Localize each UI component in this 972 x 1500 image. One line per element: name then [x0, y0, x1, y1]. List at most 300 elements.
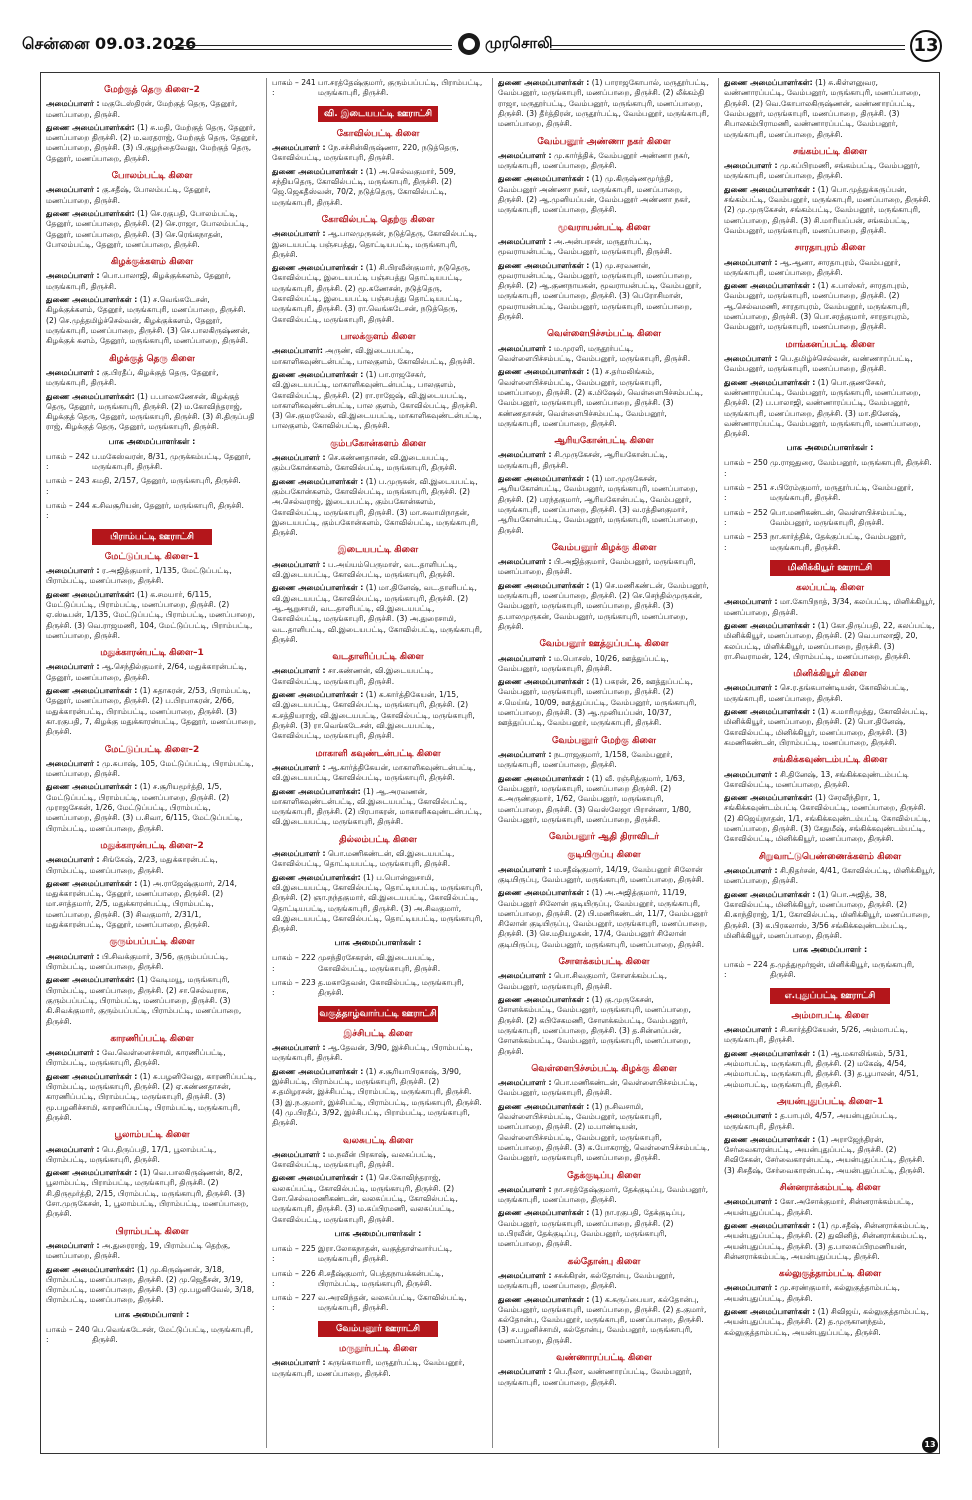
member-details: (1) சேரவீந்திரா, 1, சங்கிக்கவுண்டம்பட்டி கோவில்பட்டி, மணப்பாறை, திருச்சி. (2) கிஜெய்நாதன், 1/1, சங்கிக்கவுண்டம்பட்டி கோவில்பட்டி, மணப்பாறை, திருச்சி. (3) சேதுமீஷ், சங்கிக்கவுண்டம்பட்டி, கோவில்பட்டி, மினிக்கியூர், மணப்பாறை, திருச்சி. [724, 793, 931, 844]
column-3 [498, 78, 710, 1448]
branch-title: இச்சிபட்டி கிளை [343, 1028, 413, 1039]
masthead-rule-left [172, 45, 452, 50]
member-entry [272, 1067, 484, 1129]
member-details: பி.அஜித்குமார், வேம்பனூர், மருங்காபுரி, மணப்பாறை, திருச்சி. [498, 557, 696, 577]
branch-title: ஆரியகோன்பட்டி கிளை [554, 436, 654, 447]
member-details: கு.சதீஷ், போலம்பட்டி, தேனூர், மணப்பாறை, திருச்சி. [46, 185, 211, 205]
part-number: பாகம் – 250 : [724, 458, 768, 478]
member-entry [272, 477, 484, 539]
member-details: மு.கார்த்திக், வேம்பனூர் அண்ணா நகர், மருங்காபுரி, மணப்பாறை, திருச்சி. [498, 150, 690, 171]
role-label: அமைப்பாளர் : [724, 597, 778, 607]
role-label: அமைப்பாளர் : [724, 865, 778, 875]
member-details: செ.ர.தங்கபாண்டியன், கோவில்பட்டி, மருங்காபுரி, மணப்பாறை, திருச்சி. [724, 683, 909, 703]
member-entry [724, 866, 936, 887]
branch-title: வேம்பனூர் ஆதி திராவிடர் [549, 832, 659, 843]
role-label: அமைப்பாளர் : [498, 971, 552, 981]
part-details: இரா.லோகநாதன், வகுத்தாள்வார்பட்டி, மருங்காபுரி, திருச்சி. [318, 1243, 453, 1264]
member-details: (1) க.சமயார், 6/115, மேட்டுப்பட்டி, பிராம்பட்டி, மணப்பாறை, திருச்சி. (2) ஏ.ஸ்டீபன், 1/135, மேட்டுப்பட்டி, பிராம்பட்டி, மணப்பாறை, திருச்சி. (3) வெ.ராஜமணி, 104, மேட்டுப்பட்டி, பிராம்பட்டி, மணப்பாறை, திருச்சி. [46, 589, 255, 640]
section-heading: பாக அமைப்பாளர்கள் : [334, 1229, 422, 1238]
section-heading: பாக அமைப்பாளர்கள் : [786, 443, 874, 453]
branch-title: வலசுபட்டி கிளை [342, 1135, 414, 1146]
member-entry [498, 1208, 710, 1249]
role-label: துணை அமைப்பாளர்கள் : [724, 1134, 816, 1144]
member-details: கருங்காமாரி, மருதூர்பட்டி, வேம்பனூர், மருங்காபுரி, மணப்பாறை, திருச்சி. [272, 1358, 465, 1378]
member-details: (1) சு.பழனிவேலு, காரணிப்பட்டி, பிராம்பட்டி, மருங்காபுரி, திருச்சி. (2) ஏ.கண்ணதாசன், காரணிப்பட்டி, பிராம்பட்டி, மருங்காபுரி, திருச்சி. (3) மூ.பழனிச்சாமி, காரணிப்பட்டி, பிராம்பட்டி, மருங்காபுரி, திருச்சி. [46, 1071, 257, 1122]
branch-title: வடதாளிப்பட்டி கிளை [332, 652, 424, 663]
part-number: பாகம் – 240 : [46, 1324, 90, 1344]
member-details: (1) செ.கோவிந்தராஜ், வலசுப்பட்டி, கோவில்பட்டி, மருங்காபுரி, திருச்சி. (2) சோ.செல்வமணிகண்டன், வலசுப்பட்டி, கோவில்பட்டி, மருங்காபுரி, திருச்சி. (3) ம.கப்பிரமணி, வலசுப்பட்டி, கோவில்பட்டி, மருங்காபுரி, திருச்சி. [272, 1173, 458, 1224]
branch-title: போலம்பட்டி கிளை [111, 171, 193, 182]
branch-title: கிழக்குக்களம் கிளை [110, 257, 194, 268]
part-entry [724, 458, 936, 479]
branch-title: தில்லம்பட்டி கிளை [339, 834, 417, 845]
member-entry [272, 143, 484, 164]
role-label: துணை அமைப்பாளர்கள் : [46, 686, 138, 696]
branch-title: மேட்டுப்பட்டி கிளை–2 [104, 744, 200, 755]
role-label: துணை அமைப்பாளர்கள் : [498, 677, 590, 687]
role-label: அமைப்பாளர் : [498, 150, 552, 160]
part-number: பாகம் – 226 : [272, 1268, 316, 1288]
branch-title: கும்பகோன்களம் கிளை [330, 438, 426, 449]
member-details: சி.கார்த்திகேயன், 5/26, அம்மாபட்டி, மருங்காபுரி, திருச்சி. [724, 1025, 908, 1045]
part-details: த.மகாதேவன், கோவில்பட்டி, மருங்காபுரி, திருச்சி. [318, 977, 464, 998]
member-entry [46, 855, 258, 876]
branch-title: வேம்பனூர் ஊத்துப்பட்டி கிளை [539, 639, 669, 650]
member-details: (1) மா.முருகேசன், ஆரியகோன்பட்டி, வேம்பனூர், மருங்காபுரி, மணப்பாறை, திருச்சி. (2) பரந்தகுமார், ஆரியகோன்பட்டி, வேம்பனூர், மருங்காபுரி, மணப்பாறை, திருச்சி. (3) வ.ரத்தினகுமார், ஆரியகோன்பட்டி, வேம்பனூர், மருங்காபுரி, மணப்பாறை, திருச்சி. [498, 474, 698, 535]
member-details: (1) சு.பாஸ்கர், சாரதாபுரம், வேம்பனூர், மருங்காபுரி, மணப்பாறை, திருச்சி. (2) ஆ.செல்வமணி, சாரதாபுரம், வேம்பனூர், மருங்காபுரி, மணப்பாறை, திருச்சி. (3) பொ.சரத்குமார், சாரதாபுரம், வேம்பனூர், மருங்காபுரி, மணப்பாறை, திருச்சி. [724, 281, 910, 332]
member-details: (1) வீ. ரஞ்சித்குமார், 1/63, வேம்பனூர், மருங்காபுரி, மணப்பாறை திருச்சி. (2) க.அருண்குமார், 1/62, வேம்பனூர், மருங்காபுரி, மணப்பாறை, திருச்சி. (3) வெஸ்லேஜா பிரான்னா, 1/80, வேம்பனூர், மருங்காபுரி, மணப்பாறை, திருச்சி. [498, 773, 692, 824]
member-entry [46, 686, 258, 738]
part-number: பாகம் – 222 : [272, 953, 316, 973]
member-entry [272, 787, 484, 828]
article-columns [46, 78, 936, 1448]
member-entry [272, 873, 484, 935]
footer-page-number: 13 [922, 1437, 938, 1453]
member-details: ப.அய்யம்பெருமாள், வட.தாளிபட்டி, வி.இடையபட்டி, கோவில்பட்டி, மருங்காபுரி, திருச்சி. [272, 559, 458, 580]
member-details: சி.தினேஷ், 13, சங்கிக்கவுண்டம்பட்டி கோவில்பட்டி, மணப்பாறை, திருச்சி. [724, 769, 909, 789]
member-entry [46, 185, 258, 206]
member-entry [272, 346, 484, 367]
branch-title: வேம்பனூர் கிழக்கு கிளை [551, 542, 657, 553]
branch-title: கோவில்பட்டி கிளை [336, 128, 420, 139]
branch-title: மாங்கனப்பட்டி கிளை [785, 339, 875, 350]
masthead-rule-right [550, 45, 905, 50]
member-entry [46, 99, 258, 120]
member-details: ஆ.கார்த்திகேயன், மாகாளிகவுண்டன்பட்டி, வி.இடையபட்டி, கோவில்பட்டி, மருங்காபுரி, திருச்சி. [272, 762, 476, 783]
section-banner: வகுத்தாழ்வார்பட்டி ஊராட்சி [318, 1006, 438, 1022]
branch-title: சோளக்கம்பட்டி கிளை [558, 957, 650, 968]
part-number: பாகம் – 224 : [724, 960, 768, 980]
part-entry [724, 508, 936, 529]
member-entry [498, 237, 710, 258]
role-label: துணை அமைப்பாளர்கள்: [46, 1264, 135, 1274]
role-label: அமைப்பாளர் : [46, 1048, 100, 1058]
part-details: பா.சரத்தேஷ்குமார், குரும்பப்பட்டி, பிராம்பட்டி, மருங்காபுரி, திருச்சி. [318, 78, 483, 98]
member-details: (1) ச.தர்மலிங்கம், வெள்ளைபிச்சம்பட்டி, வேம்பனூர், மருங்காபுரி, மணப்பாறை, திருச்சி. (2) க.மிஷேல், வெள்ளைபிச்சம்பட்டி, வேம்பனூர், மருங்காபுரி, மணப்பாறை, திருச்சி. (3) கண்ணதாசன், வெள்ளைபிச்சம்பட்டி, வேம்பனூர், மருங்காபுரி, மணப்பாறை, திருச்சி. [498, 367, 704, 428]
member-details: (1) செ.ரகுபதி, போலம்பட்டி, தேனூர், மணப்பாறை, திருச்சி. (2) செ.ராஜா, போலம்பட்டி, தேனூர், மணப்பாறை, திருச்சி. (3) செ.ரெங்கநாதன், போலம்பட்டி, தேனூர், மணப்பாறை, திருச்சி. [46, 208, 249, 249]
member-entry [498, 774, 710, 826]
member-details: (1) க.கருப்பையா, கல்தோன்பு, வேம்பனூர், மருங்காபுரி, மணப்பாறை, திருச்சி. (2) த.குமார், கல்தோன்பு, வேம்பனூர், மருங்காபுரி, மணப்பாறை, திருச்சி. (3) ச.பழனிச்சாமி, கல்தோன்பு, வேம்பனூர், மருங்காபுரி, மணப்பாறை, திருச்சி. [498, 1294, 707, 1345]
member-entry [272, 849, 484, 870]
role-label: துணை அமைப்பாளர்கள்: [724, 793, 813, 803]
role-label: அமைப்பாளர் : [272, 848, 326, 858]
role-label: அமைப்பாளர் : [724, 769, 778, 779]
role-label: அமைப்பாளர் : [498, 653, 552, 663]
member-details: (1) அராஜேந்திரன், சேர்வைகாரன்பட்டி, அயன்புதுப்பட்டி, திருச்சி. (2) சிவிசேகன், சேர்வைகாரன்பட்டி, அயன்புதுப்பட்டி, திருச்சி. (3) சிசதீஷ், சேர்வைகாரன்பட்டி, அயன்புதுப்பட்டி, திருச்சி. [724, 1134, 925, 1175]
member-entry [46, 975, 258, 1027]
section-banner: வேம்பனூர் ஊராட்சி [318, 1321, 438, 1337]
branch-title: மாகாளி கவுண்டன்பட்டி கிளை [315, 748, 441, 759]
role-label: அமைப்பாளர் : [272, 229, 326, 239]
section-banner: எ.புதுப்பட்டி ஊராட்சி [770, 988, 890, 1004]
member-details: அருண், வி.இடையபட்டி, மாகாளிகவுண்டன்பட்டி, பாலகுளம், கோவில்பட்டி, திருச்சி. [272, 346, 476, 366]
newspaper-logo-icon [458, 33, 480, 55]
member-details: (1) சு.மாரிமுத்து, கோவில்பட்டி, மினிக்கியூர், மணப்பாறை, திருச்சி. (2) பொ.தினேஷ், கோவில்பட்டி, மினிக்கியூர், மணப்பாறை, திருச்சி. (3) சுமணிகண்டன், பிராம்பட்டி, மணப்பாறை, திருச்சி. [724, 707, 928, 747]
part-number: பாகம் – 241 : [272, 78, 316, 98]
part-number: பாகம் – 253 : [724, 532, 768, 552]
member-details: ர.அஜித்குமார், 1/135, மேட்டுப்பட்டி, பிராம்பட்டி, மணப்பாறை, திருச்சி. [46, 565, 232, 586]
part-details: நா.கார்த்திக், தேக்குப்பட்டி, வேம்பனூர், மருங்காபுரி, திருச்சி. [770, 532, 907, 552]
member-entry [724, 1135, 936, 1176]
role-label: அமைப்பாளர் : [46, 185, 100, 195]
member-details: (1) கோ.திருப்பதி, 22, கலப்பட்டி, மினிக்கியூர், மணப்பாறை, திருச்சி. (2) வெ.பாலாஜி, 20, கலப்பட்டி, மினிக்கியூர், மணப்பாறை, திருச்சி. (3) ரா.சிவராமன், 124, பிராம்பட்டி, மணப்பாறை, திருச்சி. [724, 620, 935, 661]
role-label: துணை அமைப்பாளர்கள் : [724, 184, 816, 194]
role-label: துணை அமைப்பாளர்கள் : [272, 369, 364, 379]
role-label: அமைப்பாளர் : [724, 161, 778, 171]
role-label: துணை அமைப்பாளர்கள்: [724, 78, 813, 87]
member-details: (1) பாராஜகோபால், மருதூர்பட்டி, வேம்பனூர், மருங்காபுரி, மணப்பாறை, திருச்சி. (2) லீக்கம்தி ராஜா, மருதூர்பட்டி, வேம்பனூர், மருங்காபுரி, மணப்பாறை, திருச்சி. (3) தீர்த்திரன், மருதூர்பட்டி, வேம்பனூர், மருங்காபுரி, மணப்பாறை, திருச்சி. [498, 78, 710, 129]
branch-title: மேட்டுப்பட்டி கிளை–1 [104, 551, 200, 562]
member-entry [498, 450, 710, 471]
part-details: சுமதி, 2/157, தேனூர், மருங்காபுரி, திருச்சி. [92, 476, 241, 486]
role-label: அமைப்பாளர் : [272, 1358, 326, 1368]
member-details: (1) நா.ரகுபதி, தேக்குடிப்பு, வேம்பனூர், மருங்காபுரி, மணப்பாறை, திருச்சி. (2) ம.பிரவீன், தேக்குடிப்பு, வேம்பனூர், மருங்காபுரி, மணப்பாறை, திருச்சி. [498, 1208, 686, 1249]
role-label: அமைப்பாளர் : [46, 99, 100, 109]
role-label: துணை அமைப்பாளர்கள் : [498, 474, 590, 483]
role-label: அமைப்பாளர் : [46, 951, 100, 961]
member-details: (1) சு.மதி, மேற்குத் தெரு, தேனூர், மணப்பாறை திருச்சி. (2) ம.வரதராஜ், மேற்குத் தெரு, தேனூர், மணப்பாறை, திருச்சி. (3) பி.குழந்தைவேலு, மேற்குத் தெரு, தேனூர், மணப்பாறை, திருச்சி. [46, 122, 258, 163]
member-details: (1) ப.முருகன், வி.இடையபட்டி, கும்பகோன்களம், கோவில்பட்டி, மருங்காபுரி, திருச்சி. (2) அ.செல்வராஜ், இடையபட்டி, கும்பகோன்களம், கோவில்பட்டி, மருங்காபுரி, திருச்சி. (3) மா.சுவாமிநாதன், இடையபட்டி, கும்பகோன்களம், கோவில்பட்டி, மருங்காபுரி, திருச்சி. [272, 476, 479, 538]
branch-title: கல்லுகுத்தாம்பட்டி கிளை [778, 1269, 882, 1280]
member-entry [46, 368, 258, 389]
member-entry [498, 1367, 710, 1388]
branch-title: மதுக்காரன்பட்டி கிளை–1 [100, 648, 204, 659]
role-label: துணை அமைப்பாளர்கள்: [46, 975, 135, 985]
member-entry [46, 295, 258, 347]
role-label: துணை அமைப்பாளர்கள் : [498, 994, 590, 1004]
role-label: துணை அமைப்பாளர்கள் : [272, 690, 364, 700]
member-details: சி.நிதர்சன், 4/41, கோவில்பட்டி, மினிக்கியூர், மணப்பாறை, திருச்சி. [724, 865, 936, 886]
member-details: ஆ.செந்தில்குமார், 2/64, மதுக்காரன்பட்டி, தேனூர், மணப்பாறை, திருச்சி. [46, 662, 247, 682]
member-entry [46, 879, 258, 931]
part-number: பாகம் – 225 : [272, 1243, 316, 1264]
member-entry [498, 581, 710, 633]
role-label: அமைப்பாளர் : [272, 559, 326, 569]
member-entry [498, 971, 710, 992]
role-label: துணை அமைப்பாளர்கள்: [46, 208, 135, 218]
role-label: துணை அமைப்பாளர்கள்: [46, 122, 135, 132]
member-details: (1) அ.அஜித்குமார், 11/19, வேம்பனூர் சிலோன் குடியிருப்பு, வேம்பனூர், மருங்காபுரி, மணப்பாறை, திருச்சி. (2) பி.மணிகண்டன், 11/7, வேம்பனூர் சிலோன் குடியிருப்பு, வேம்பனூர், மருங்காபுரி, மணப்பாறை, திருச்சி. (3) செ.மதியழகன், 17/4, வேம்பனூர் சிலோன் குடியிருப்பு, வேம்பனூர், மருங்காபுரி, மணப்பாறை, திருச்சி. [498, 888, 708, 949]
member-details: (1) ப.பாலகணேசன், கிழக்குத் தெரு, தேனூர், மருங்காபுரி, திருச்சி. (2) ம.கோவிந்தராஜ், கிழக்குத் தெரு, தேனூர், மருங்காபுரி, திருச்சி. (3) சி.திருப்பதி ராஜ், கிழக்குத் தெரு, தேனூர், மருங்காபுரி, திருச்சி. [46, 391, 255, 432]
branch-title: இடையபட்டி கிளை [337, 545, 419, 556]
part-details: சி.சதீஷ்குமார், பெத்தநாயக்கன்பட்டி, பிராம்பட்டி, மருங்காபுரி, திருச்சி. [318, 1268, 444, 1288]
member-entry [46, 952, 258, 973]
date-line: சென்னை 09.03.2026 [22, 34, 197, 53]
member-details: (1) மு.சரவணன், மூவராயன்பட்டி, வேம்பனூர், மருங்காபுரி, மணப்பாறை, திருச்சி. (2) ஆ.குணநாயகன், மூவராயன்பட்டி, வேம்பனூர், மருங்காபுரி, மணப்பாறை, திருச்சி. (3) பெரோசிமான், மூவராயன்பட்டி, வேம்பனூர், மருங்காபுரி, மணப்பாறை, திருச்சி. [498, 260, 702, 322]
part-number: பாகம் – 223 : [272, 977, 316, 998]
role-label: துணை அமைப்பாளர்கள் : [724, 620, 816, 630]
role-label: துணை அமைப்பாளர்கள்: [272, 786, 361, 796]
role-label: துணை அமைப்பாளர்கள் : [498, 773, 590, 783]
branch-title: காரணிப்பட்டி கிளை [110, 1033, 194, 1044]
member-entry [498, 1271, 710, 1292]
role-label: துணை அமைப்பாளர்கள்: [46, 589, 135, 599]
part-details: பெ.வெங்கடேசன், மேட்டுப்பட்டி, மருங்காபுரி, திருச்சி. [92, 1324, 254, 1344]
role-label: அமைப்பாளர் : [498, 343, 552, 353]
member-entry [498, 865, 710, 886]
member-details: நா.சரத்தேஷ்குமார், தேக்குடிப்பு, வேம்பனூர், மருங்காபுரி, மணப்பாறை, திருச்சி. [498, 1184, 709, 1205]
part-entry [724, 483, 936, 504]
member-details: ம.பொசஸ், 10/26, ஊத்துப்பட்டி, வேம்பனூர், மருங்காபுரி, திருச்சி. [498, 653, 669, 673]
branch-title: கிழக்குத் தெரு கிளை [109, 353, 195, 364]
member-details: (1) வெ.பாலகிருஷ்ணன், 8/2, பூலாம்பட்டி, பிராம்பட்டி, மருங்காபுரி, திருச்சி. (2) சி.திருமூர்த்தி, 2/15, பிராம்பட்டி, மருங்காபுரி, திருச்சி. (3) சோ.முருகேசன், 1, பூலாம்பட்டி, பிராம்பட்டி, மணப்பாறை, திருச்சி. [46, 1168, 249, 1219]
branch-title: சங்கம்பட்டி கிளை [792, 146, 868, 157]
member-entry [724, 890, 936, 942]
branch-title: சாரதாபுரம் கிளை [794, 243, 866, 254]
role-label: துணை அமைப்பாளர்கள் : [498, 580, 590, 590]
role-label: துணை அமைப்பாளர்கள் : [272, 166, 364, 176]
part-details: பொ.மணிகண்டன், வெள்ளபிச்சம்பட்டி, வேம்பனூர், மருங்காபுரி, திருச்சி. [770, 507, 907, 527]
branch-title: குடியிருப்பு கிளை [567, 850, 641, 861]
part-details: வ.அரவிந்தன், வலசுப்பட்டி, கோவில்பட்டி, மருங்காபுரி, திருச்சி. [318, 1293, 467, 1313]
member-details: சசுக்கிரன், கல்தோன்பு, வேம்பனூர், மருங்காபுரி, மணப்பாறை, திருச்சி. [498, 1270, 675, 1291]
role-label: துணை அமைப்பாளர்கள் : [46, 295, 138, 305]
section-banner: வி. இடையபட்டி ஊராட்சி [318, 106, 438, 122]
member-details: (1) ச.சூரியமூர்த்தி, 1/5, மேட்டுப்பட்டி, பிராம்பட்டி, மணப்பாறை, திருச்சி. (2) முராஜசேகன், 1/26, மேட்டுப்பட்டி, பிராம்பட்டி, மணப்பாறை, திருச்சி. (3) ப.சிவா, 6/115, மேட்டுப்பட்டி, பிராம்பட்டி, மணப்பாறை, திருச்சி. [46, 782, 243, 833]
member-entry [498, 367, 710, 429]
member-details: (1) சிவிஜய், கல்லுகுத்தாம்பட்டி, அயன்புதுப்பட்டி, திருச்சி. (2) த.முருகானந்தம், கல்லுகுத்தாம்பட்டி, அயன்புதுப்பட்டி, திருச்சி. [724, 1307, 929, 1337]
part-details: முசந்திரசேகரன், வி.இடையபட்டி, கோவில்பட்டி, மருங்காபுரி, திருச்சி. [318, 953, 441, 973]
member-details: பி.சிவக்குமார், 3/56, குரும்பப்பட்டி, பிராம்பட்டி, மணப்பாறை, திருச்சி. [46, 951, 229, 971]
role-label: அமைப்பாளர் : [46, 1240, 100, 1250]
member-details: (1) பொ.குணசேகர், வண்ணாரப்பட்டி, வேம்பனூர், மருங்காபுரி, மணப்பாறை, திருச்சி. (2) ப.பாலாஜி, வண்ணாரப்பட்டி, வேம்பனூர், மருங்காபுரி, மணப்பாறை, திருச்சி. (3) மா.தினேஷ், வண்ணாரப்பட்டி, வேம்பனூர், மருங்காபுரி, மணப்பாறை, திருச்சி. [724, 377, 921, 439]
role-label: துணை அமைப்பாளர்கள் : [498, 1101, 590, 1111]
branch-title: மேற்குத் தெரு கிளை–2 [104, 85, 200, 95]
member-entry [498, 654, 710, 675]
member-details: ஆ.ஆனா, சாரதாபுரம், வேம்பனூர், மருங்காபுரி, மணப்பாறை, திருச்சி. [724, 257, 901, 277]
member-entry [724, 378, 936, 440]
member-entry [272, 583, 484, 645]
member-details: (1) பொ.முத்துக்கருப்பன், சங்கம்பட்டி, வேம்பனூர், மருங்காபுரி, மணப்பாறை, திருச்சி. (2) மு.முருகேசன், சங்கம்பட்டி, வேம்பனூர், மருங்காபுரி, மணப்பாறை, திருச்சி. (3) சி.மாரியப்பன், சங்கம்பட்டி, வேம்பனூர், மருங்காபுரி, மணப்பாறை, திருச்சி. [724, 184, 931, 235]
part-entry [272, 1269, 484, 1290]
member-entry [272, 1173, 484, 1225]
part-details: ப.மகேஸ்வரன், 8/31, முருக்கம்பட்டி, தேனூர், மருங்காபுரி, திருச்சி. [92, 451, 251, 471]
member-details: ம.முரளி, மருதூர்பட்டி, வெள்ளைபிச்சம்பட்டி, வேம்பனூர், மருங்காபுரி, திருச்சி. [498, 343, 691, 363]
role-label: அமைப்பாளர் : [46, 662, 100, 672]
member-entry [46, 759, 258, 780]
member-entry [724, 793, 936, 845]
part-number: பாகம் – 251 : [724, 482, 768, 503]
role-label: துணை அமைப்பாளர்கள் : [498, 174, 590, 184]
branch-title: சின்னராக்கம்பட்டி கிளை [779, 1183, 881, 1194]
branch-title: மூவராயன்பட்டி கிளை [557, 222, 651, 233]
member-details: (1) மு.கிருஷ்ணன், 3/18, பிராம்பட்டி, மணப்பாறை, திருச்சி. (2) மு.ஜெதீசன், 3/19, பிராம்பட்டி, மணப்பாறை, திருச்சி. (3) மு.பழனிவேல், 3/18, பிராம்பட்டி, மணப்பாறை, திருச்சி. [46, 1264, 255, 1305]
branch-title: சங்கிக்கவுண்டம்பட்டி கிளை [772, 755, 888, 766]
member-details: வே.வெள்ளைச்சாமி, காரணிப்பட்டி, பிராம்பட்டி, மருங்காபுரி, திருச்சி. [46, 1048, 226, 1068]
member-details: (1) பா.ராஜசேகர், வி.இடையபட்டி, மாகாளிகவுண்டன்பட்டி, பாலகுளம், கோவில்பட்டி, திருச்சி. (2) ரா.ராஜேஷ், வி.இடையபட்டி, மாகாளிகவுண்டன்பட்டி, பால குளம், கோவில்பட்டி, திருச்சி. (3) செ.குமரவேல், வி.இடையபட்டி, மாகாளிகவுண்டன்பட்டி, பாலகுளம், கோவில்பட்டி, திருச்சி. [272, 369, 482, 431]
member-entry [724, 1283, 936, 1304]
member-details: சி.முருகேசன், ஆரியகோன்பட்டி, மருங்காபுரி, திருச்சி. [498, 450, 668, 470]
role-label: துணை அமைப்பாளர்கள் : [724, 889, 816, 899]
member-details: (1) மு.சதீஷ், சின்னராக்கம்பட்டி, அயன்புதுப்பட்டி, திருச்சி. (2) துவினித், சின்னராக்கம்பட்டி, அயன்புதுப்பட்டி, திருச்சி. (3) த.பாலசுப்பிரமணியன், சின்னராக்கம்பட்டி, அயன்புதுப்பட்டி, திருச்சி. [724, 1220, 929, 1261]
member-details: (1) ச.வெங்கடேசன், கிழக்குக்களம், தேனூர், மருங்காபுரி, மணப்பாறை, திருச்சி. (2) செ.முத்தமிழ்ச்செல்வன், கிழக்குக்களம், தேனூர், மருங்காபுரி, மணப்பாறை, திருச்சி. (3) செ.பாலகிருஷ்ணன், கிழக்குக் களம், தேனூர், மருங்காபுரி, மணப்பாறை, திருச்சி. [46, 295, 250, 346]
branch-title: மருதூர்பட்டி கிளை [339, 1343, 417, 1354]
role-label: அமைப்பாளர் : [498, 236, 552, 246]
role-label: அமைப்பாளர் : [46, 855, 100, 865]
role-label: அமைப்பாளர் : [46, 565, 100, 575]
role-label: அமைப்பாளர் : [724, 1111, 778, 1121]
role-label: அமைப்பாளர் : [498, 1078, 552, 1088]
member-entry [272, 263, 484, 325]
member-entry [272, 666, 484, 687]
member-details: (1) சு.கிள்ளனுவர, வண்ணாரப்பட்டி, வேம்பனூர், மருங்காபுரி, மணப்பாறை, திருச்சி. (2) வெ.கோபாலகிருஷ்ணன், வண்ணாரப்பட்டி, வேம்பனூர், மருங்காபுரி, மணப்பாறை, திருச்சி. (3) சிபாலகம்பிராமணி, வண்ணாரப்பட்டி, வேம்பனூர், மருங்காபுரி, மணப்பாறை, திருச்சி. [724, 78, 921, 139]
role-label: துணை அமைப்பாளர்கள் : [498, 1294, 590, 1304]
part-details: க.சிவசூரியன், தேனூர், மருங்காபுரி, திருச்சி. [92, 500, 244, 510]
member-entry [272, 1358, 484, 1379]
member-details: பொ.பாலாஜி, கிழக்குக்களம், தேனூர், மருங்காபுரி, திருச்சி. [46, 271, 231, 291]
member-details: (1) சி.பிரவீன்குமார், நடுதெரு, கோவில்பட்டி, இடையபட்டி பஞ்சபத்து தொட்டியபட்டி, மருங்காபுரி, திருச்சி. (2) மூ.கணேசன், நடுத்தெரு, கோவில்பட்டி, இடையபட்டி பஞ்சபத்து தொட்டியபட்டி, மருங்காபுரி, திருச்சி. (3) ரா.வெங்கடேசன், நடுத்தெரு, கோவில்பட்டி, மருங்காபுரி, திருச்சி. [272, 263, 471, 324]
role-label: துணை அமைப்பாளர்கள் : [724, 1048, 816, 1058]
role-label: துணை அமைப்பாளர்கள் : [272, 1173, 364, 1183]
role-label: துணை அமைப்பாளர்கள் : [724, 281, 816, 291]
part-number: பாகம் – 244 : [46, 500, 90, 521]
member-details: (1) ஆ.மகாலிங்கம், 5/31, அம்மாபட்டி, மருங்காபுரி, திருச்சி. (2) மகேஷ், 4/54, அம்மாபட்டி, மருங்காபுரி, திருச்சி. (3) த.பூபாலன், 4/51, அம்மாபட்டி, மருங்காபுரி, திருச்சி. [724, 1048, 919, 1089]
section-heading: பாக அமைப்பாளர்கள் : [108, 436, 196, 446]
part-details: த.முத்துமூர்ஜன், மினிக்கியூர், மருங்காபுரி, திருச்சி. [770, 960, 915, 980]
member-entry [46, 662, 258, 683]
member-entry [724, 281, 936, 333]
member-entry [724, 1049, 936, 1090]
member-details: ம.நவீன் பிரகாஷ், வலசுப்பட்டி, கோவில்பட்டி, மருங்காபுரி, திருச்சி. [272, 1149, 436, 1170]
member-details: ம.சதீஷ்குமார், 14/19, வேம்பனூர் சிலோன் குடியிருப்பு, வேம்பனூர், மருங்காபுரி, மணப்பாறை, திருச்சி. [498, 864, 705, 884]
member-entry [724, 1197, 936, 1218]
role-label: அமைப்பாளர் : [498, 1184, 552, 1194]
page-number-badge: 13 [910, 30, 942, 62]
role-label: அமைப்பாளர் : [724, 257, 778, 267]
member-entry [272, 690, 484, 742]
role-label: துணை அமைப்பாளர்கள் : [46, 1071, 138, 1081]
member-details: பொ.மணிகண்டன், வி.இடையபட்டி, கோவில்பட்டி, தொட்டியபட்டி, மருங்காபுரி, திருச்சி. [272, 848, 455, 869]
member-details: (1) பொ.அஜித், 38, கோவில்பட்டி, மினிக்கியூர், மணப்பாறை, திருச்சி. (2) கி.காந்திராஜ், 1/1, கோவில்பட்டி, மினிக்கியூர், மணப்பாறை, திருச்சி. (3) க.பிரகலாஸ், 3/56 சங்கிக்கவுண்டம்பட்டி, மினிக்கியூர், மணப்பாறை, திருச்சி. [724, 889, 931, 940]
role-label: துணை அமைப்பாளர்கள் : [272, 583, 364, 593]
member-entry [724, 185, 936, 237]
member-details: (1) ந.சிவசாமி, வெள்ளைபிச்சம்பட்டி, வேம்பனூர், மருங்காபுரி, மணப்பாறை, திருச்சி. (2) ம.பாண்டியன், வெள்ளைபிச்சம்பட்டி, வேம்பனூர், மருங்காபுரி, மணப்பாறை, திருச்சி. (3) க.போகராஜ், வெள்ளைபிச்சம்பட்டி, வேம்பனூர், மருங்காபுரி, மணப்பாறை, திருச்சி. [498, 1101, 710, 1163]
member-entry [46, 1072, 258, 1124]
role-label: துணை அமைப்பாளர்கள் : [724, 377, 816, 387]
member-details: ஆ.பாலமுருகன், நடுத்தெரு, கோவில்பட்டி, இடையபட்டி பஞ்சபத்து, தொட்டியபட்டி, மருங்காபுரி, திருச்சி. [272, 229, 478, 259]
role-label: அமைப்பாளர் : [272, 1043, 326, 1053]
member-details: (1) மு.கிருஷ்ணமூர்த்தி, வேம்பனூர் அண்ணா நகர், மருங்காபுரி, மணப்பாறை, திருச்சி. (2) ஆ.முனியப்பன், வேம்பனூர் அண்ணா நகர், மருங்காபுரி, மணப்பாறை, திருச்சி. [498, 174, 691, 215]
member-entry [498, 1078, 710, 1099]
role-label: அமைப்பாளர் : [46, 1144, 100, 1154]
member-entry [498, 261, 710, 323]
member-details: மா.கோபிநாத், 3/34, கலப்பட்டி, மினிக்கியூர், மணப்பாறை, திருச்சி. [724, 597, 935, 617]
member-entry [498, 78, 710, 130]
branch-title: கலப்பட்டி கிளை [795, 583, 865, 594]
role-label: அமைப்பாளர் : [724, 1197, 778, 1207]
member-entry [46, 1265, 258, 1306]
member-details: சிங்கேஷ், 2/23, மதுக்காரன்பட்டி, பிராம்பட்டி, மணப்பாறை, திருச்சி. [46, 855, 218, 875]
branch-title: கல்தோன்பு கிளை [567, 1256, 641, 1267]
role-label: துணை அமைப்பாளர்கள் : [46, 878, 138, 888]
member-details: பெ.நீலா, வண்ணாரப்பட்டி, வேம்பனூர், மருங்காபுரி, மணப்பாறை, திருச்சி. [498, 1367, 692, 1387]
member-entry [46, 590, 258, 642]
part-entry [272, 1244, 484, 1265]
member-details: சா.கண்ணன், வி.இடையபட்டி, கோவில்பட்டி, மருங்காபுரி, திருச்சி. [272, 666, 434, 686]
member-entry [498, 1185, 710, 1206]
member-details: கோ.அசோக்குமார், சின்னராக்கம்பட்டி, அயன்புதுப்பட்டி, திருச்சி. [724, 1197, 914, 1217]
branch-title: அம்மாபட்டி கிளை [791, 1010, 869, 1021]
section-banner: மினிக்கியூர் ஊராட்சி [770, 560, 890, 576]
member-entry [498, 174, 710, 215]
member-details: (1) மா.தினேஷ், வட.தாளிபட்டி, வி.இடையபட்டி, கோவில்பட்டி, மருங்காபுரி, திருச்சி. (2) ஆ.ஆறுசாமி, வட.தாளிபட்டி, வி.இடையபட்டி, கோவில்பட்டி, மருங்காபுரி, திருச்சி. (3) அ.துரைசாமி, வட.தாளிபட்டி, வி.இடையபட்டி, கோவில்பட்டி, மருங்காபுரி, திருச்சி. [272, 583, 483, 644]
member-entry [724, 770, 936, 791]
member-entry [498, 1102, 710, 1164]
member-entry [272, 1150, 484, 1171]
member-entry [272, 1043, 484, 1064]
member-entry [498, 750, 710, 771]
role-label: துணை அமைப்பாளர்கள் : [272, 476, 364, 486]
member-entry [272, 167, 484, 208]
role-label: அமைப்பாளர் : [724, 1025, 778, 1035]
member-details: நே.சச்சின்கிருஷ்ணா, 220, நடுத்தெரு, கோவில்பட்டி, மருங்காபுரி, திருச்சி. [272, 143, 459, 163]
member-entry [724, 78, 936, 140]
member-details: ஆ.தேவன், 3/90, இச்சிபட்டி, பிராம்பட்டி, மருங்காபுரி, திருச்சி. [272, 1043, 473, 1063]
column-4 [724, 78, 936, 1448]
part-details: ச.பிரேம்குமார், மருதூர்பட்டி, வேம்பனூர், மருங்காபுரி, திருச்சி. [770, 482, 914, 503]
member-entry [46, 271, 258, 292]
branch-title: மதுக்காரன்பட்டி கிளை–2 [100, 841, 204, 851]
member-details: மு.கப்பிரமணி, சங்கம்பட்டி, வேம்பனூர், மருங்காபுரி, மணப்பாறை, திருச்சி. [724, 161, 921, 181]
section-heading: பாக அமைப்பாளர் : [114, 1309, 190, 1319]
member-entry [724, 1025, 936, 1046]
paper-name: முரசொலி [485, 34, 553, 52]
member-entry [46, 1241, 258, 1262]
branch-title: வேம்பனூர் மேற்கு கிளை [551, 735, 657, 746]
member-entry [498, 888, 710, 950]
branch-title: சிறுவாட்டுபெண்ணைக்களம் கிளை [758, 851, 902, 862]
role-label: அமைப்பாளர் : [498, 1367, 552, 1377]
role-label: துணை அமைப்பாளர்கள் : [498, 367, 590, 377]
member-entry [46, 782, 258, 834]
member-details: (1) ச.சூரியாபிரகாஷ், 3/90, இச்சிபட்டி, பிராம்பட்டி, மருங்காபுரி, திருச்சி. (2) ச.தமிழரசன், இச்சிபட்டி, பிராம்பட்டி, மருங்காபுரி, திருச்சி. (3) இ.ந.குமார், இச்சிபட்டி, பிராம்பட்டி, மருங்காபுரி, திருச்சி. (4) மு.பிரதீப், 3/92, இச்சிபட்டி, பிராம்பட்டி, மருங்காபுரி, திருச்சி. [272, 1066, 482, 1128]
role-label: துணை அமைப்பாளர்கள் : [724, 1220, 816, 1230]
section-heading: பாக அமைப்பாளர்கள் : [334, 938, 422, 948]
member-details: மு.சரண்குமார், கல்லுகுத்தாம்பட்டி, அயன்புதுப்பட்டி, திருச்சி. [724, 1283, 900, 1303]
role-label: அமைப்பாளர் : [46, 367, 100, 377]
role-label: துணை அமைப்பாளர்கள் : [724, 707, 816, 717]
section-banner: பிராம்பட்டி ஊராட்சி [92, 529, 212, 545]
branch-title: வெள்ளைபிச்சம்பட்டி கிளை [547, 329, 661, 340]
member-entry [724, 1111, 936, 1132]
role-label: துணை அமைப்பாளர்கள் : [498, 78, 590, 87]
member-entry [724, 161, 936, 182]
member-details: (1) வேடிமயூ, மருங்காபுரி, பிராம்பட்டி, மணப்பாறை, திருச்சி. (2) சா.செல்வராசு, குரும்பப்பட்டி, பிராம்பட்டி, மணப்பாறை, திருச்சி. (3) கி.சிவக்குமார், குரும்பப்பட்டி, பிராம்பட்டி, மணப்பாறை, திருச்சி. [46, 975, 242, 1026]
branch-title: பாலக்குளம் கிளை [340, 332, 416, 343]
part-number: பாகம் – 243 : [46, 476, 90, 496]
member-entry [46, 1048, 258, 1069]
member-entry [724, 1221, 936, 1262]
